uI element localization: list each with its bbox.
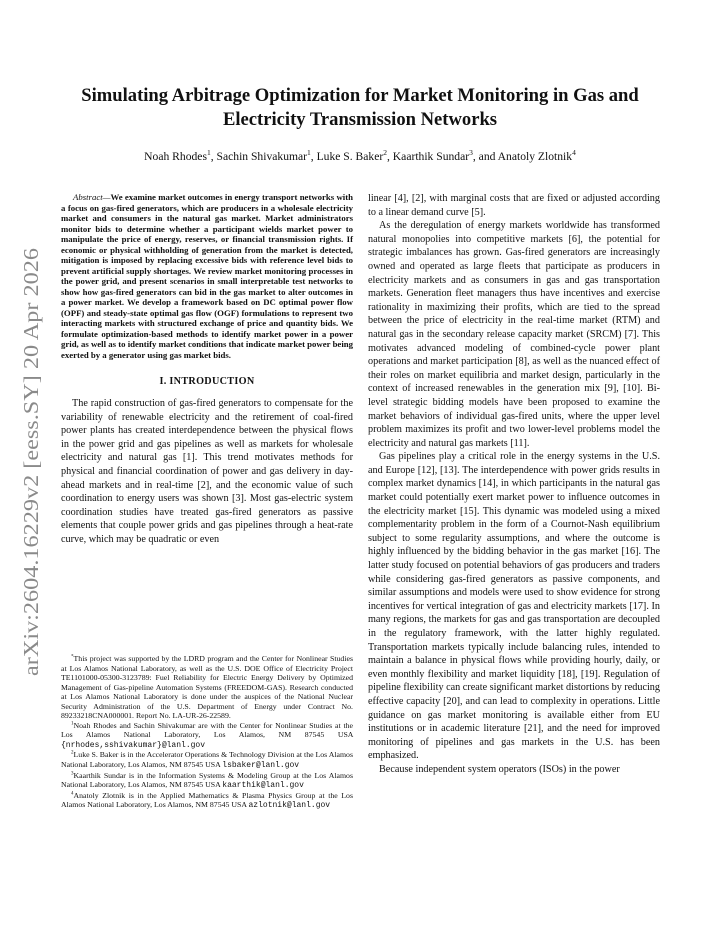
footnote-mark: 4 bbox=[71, 790, 74, 797]
footnotes bbox=[61, 654, 353, 811]
footnote-email: kaarthik@lanl.gov bbox=[222, 781, 304, 791]
footnote-text: Noah Rhodes and Sachin Shivakumar are with the Center for Nonlinear Studies at the Los Alamos National Laboratory, Los Alamos, NM 87545 USA bbox=[61, 720, 353, 740]
abstract bbox=[61, 192, 353, 360]
footnote-text: Luke S. Baker is in the Accelerator Operations & Technology Division at the Los Alamos National Laboratory, Los Alamos, NM 87545 USA bbox=[61, 750, 353, 770]
intro-paragraph: As the deregulation of energy markets worldwide has transformed natural monopolies into competitive markets [6], the potential for strategic imbalances has grown. Gas-fired generators are increasingly owned and operated as large fleets that participate as producers in electricity markets and as consumers in gas and gas transportation markets. Generation fleet managers thus have incentives and exercise rationality in maximizing their profits, which are tied to the spread between the price of electricity in the real-time market (RTM) and natural gas in the secondary release capacity market (SRCM) [7]. This motivates advanced modeling of combined-cycle power plant operations and market participation [8], as well as the nuanced effect of their roles on market equilibria and market design, particularly in the context of increased renewables in the generation mix [9], [10]. Bi-level strategic bidding models have been proposed to examine the market behaviors of individual gas-fired units, where the upper level problem maximizes its profit and two lower-level problems model the electricity and natural gas markets [11]. bbox=[368, 220, 660, 449]
author-name: Anatoly Zlotnik bbox=[497, 150, 573, 163]
author-affiliation-mark: 2 bbox=[383, 148, 387, 158]
author-affiliation-mark: 1 bbox=[307, 148, 311, 158]
footnote bbox=[61, 750, 353, 770]
author-list bbox=[60, 150, 660, 164]
footnote-email: azlotnik@lanl.gov bbox=[248, 801, 331, 811]
arxiv-identifier-stamp bbox=[8, 247, 52, 677]
footnote-mark: 1 bbox=[71, 720, 74, 727]
author-name: Noah Rhodes bbox=[144, 150, 207, 163]
footnote-text: This project was supported by the LDRD program and the Center for Nonlinear Studies at Los Alamos National Laboratory, as well as the U.S. DOE Office of Electricity Project TE1101000-05300-3123789: Fuel Reliability for Electric Energy Delivery by Optimized Management of Gas-pipeline Automation Systems (FREEDOM-GAS). Research conducted at Los Alamos National Laboratory is done under the auspices of the National Nuclear Security Administration of the U.S. Department of Energy under Contract No. 89233218CNA000001. Report No. LA-UR-26-22589. bbox=[61, 654, 353, 721]
paper-title: Simulating Arbitrage Optimization for Market Monitoring in Gas and Electricity Transmission Networks bbox=[81, 85, 639, 130]
author-separator: , bbox=[387, 150, 393, 163]
footnote-text: Anatoly Zlotnik is in the Applied Mathematics & Plasma Physics Group at the Los Alamos National Laboratory, Los Alamos, NM 87545 USA bbox=[61, 790, 353, 810]
right-column bbox=[368, 192, 660, 777]
author-separator: , bbox=[210, 150, 217, 163]
footnote bbox=[61, 771, 353, 791]
abstract-label: Abstract— bbox=[73, 192, 111, 202]
intro-paragraph: Because independent system operators (ISOs) in the power bbox=[379, 763, 620, 775]
footnote bbox=[61, 791, 353, 811]
footnote bbox=[61, 721, 353, 751]
author-name: Luke S. Baker bbox=[316, 150, 384, 163]
author-affiliation-mark: 1 bbox=[206, 148, 211, 158]
footnote-mark: 2 bbox=[71, 749, 74, 756]
intro-paragraph: linear [4], [2], with marginal costs that are fixed or adjusted according to a linear demand curve [5]. bbox=[368, 193, 660, 218]
author-affiliation-mark: 4 bbox=[572, 148, 576, 158]
intro-paragraph: The rapid construction of gas-fired generators to compensate for the variability of renewable electricity and the retirement of coal-fired power plants has created interdependence between the physical flows in the power grid and gas pipelines as well as markets for wholesale electricity and natural gas [1]. This trend motivates methods for physical and financial coordination of power and gas delivery in day-ahead markets and in real-time [2], and the economic value of such coordination to energy users was shown [3]. Most gas-electric system coordination studies have treated gas-fired generators as passive elements that couple power grids and gas pipelines through a heat-rate curve, which may be quadratic or even bbox=[61, 398, 353, 545]
left-column bbox=[61, 192, 353, 547]
author-name: Sachin Shivakumar bbox=[216, 150, 308, 163]
intro-paragraph: Gas pipelines play a critical role in the energy systems in the U.S. and Europe [12], [13]. The interdependence with power grids results in complex market dynamics [14], in which participants in the natural gas market could potentially exert market power to influence outcomes in the electricity market [15]. This dynamic was modeled using a mixed complementarity problem in the form of a Cournot-Nash equilibrium subject to some regularity assumptions, and where the outcome is highly influenced by the bidding behavior in the gas market [16]. The latter study focused on potential behaviors of gas producers and traders while considering gas-fired generators as passive components, and similar assumptions and models were used to show evidence for strong incentives for vertical integration of gas and electricity markets [17]. In many regions, the markets for gas and gas transportation are decoupled in the regulatory framework, with the latter highly regulated. Transportation markets typically include balancing rules, intended to maintain a balance in physical flows while providing hourly, daily, or even monthly flexibility and market liquidity [18], [19]. Regulation of pipeline flexibility can create significant market distortions by reducing effective capacity [20], and can lead to complexity in operations. Little guidance on gas market monitoring is available either from EU institutions or in academic literature [21], and the need for improved monitoring of pipelines and gas markets in the U.S. has been emphasized. bbox=[368, 451, 660, 762]
footnote-email: {nrhodes,sshivakumar}@lanl.gov bbox=[61, 740, 206, 750]
author-affiliation-mark: 3 bbox=[469, 148, 473, 158]
section-heading-introduction: I. INTRODUCTION bbox=[159, 376, 255, 387]
footnote-mark: * bbox=[71, 653, 74, 660]
footnote-text: Kaarthik Sundar is in the Information Systems & Modeling Group at the Los Alamos National Laboratory, Los Alamos, NM 87545 USA bbox=[61, 770, 353, 790]
abstract-text: We examine market outcomes in energy transport networks with a focus on gas-fired generators, which are producers in a wholesale electricity market and consumers in the natural gas market. Market administrators monitor bids to determine whether a participant wields market power to manipulate the price of energy, reserves, or financial transmission rights. If economic or physical withholding of generation from the market is detected, mitigation is imposed by replacing excessive bids with reference level bids to prevent artificial supply shortages. We review market monitoring processes in the power grid, and present scenarios in small interpretable test networks to show how gas-fired generators can bid in the gas market to alter outcomes in a power market. We develop a framework based on DC optimal power flow (OPF) and steady-state optimal gas flow (OGF) formulations to represent two interacting markets with structured exchange of price and quantity bids. We formulate optimization-based methods to identify market power in a power grid, as well as to identify market conditions that indicate market power being exerted by a generator using gas market bids. bbox=[61, 192, 353, 360]
footnote-mark: 3 bbox=[71, 769, 74, 776]
author-separator: , bbox=[310, 150, 317, 163]
footnote bbox=[61, 654, 353, 721]
author-separator: , and bbox=[472, 150, 498, 163]
arxiv-stamp-text: arXiv:2604.16229v2 [eess.SY] 20 Apr 2026 bbox=[19, 305, 43, 676]
footnote-email: lsbaker@lanl.gov bbox=[222, 761, 300, 771]
author-name: Kaarthik Sundar bbox=[392, 150, 470, 163]
